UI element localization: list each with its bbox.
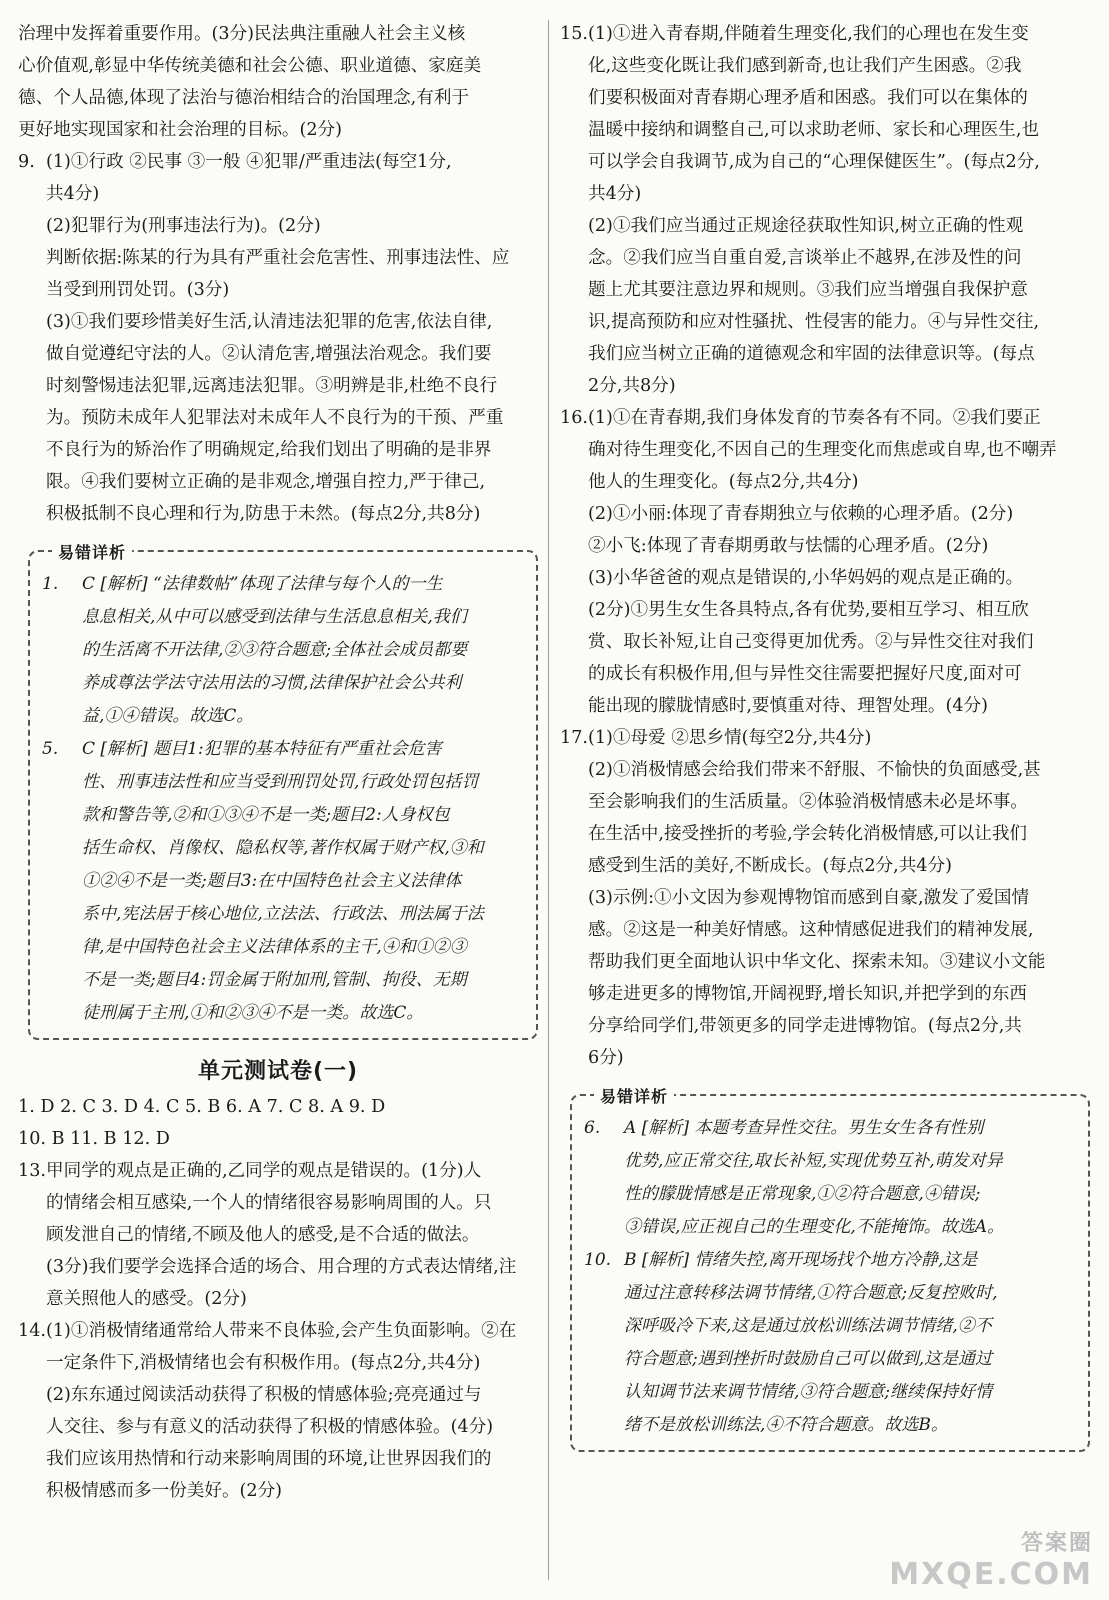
question-15 [560,18,1090,402]
text-line: 绪不是放松训练法,④不符合题意。故选B。 [624,1415,948,1435]
text-line: 性、刑事违法性和应当受到刑罚处罚,行政处罚包括罚 [82,772,479,792]
question-16 [560,402,1090,722]
text-line: 款和警告等,②和①③④不是一类;题目2:人身权包 [82,805,450,825]
text-line: (2)①小丽:体现了青春期独立与依赖的心理矛盾。(2分) [588,504,1014,524]
text-line: 可以学会自我调节,成为自己的“心理保健医生”。(每点2分, [588,152,1040,172]
text-line: 通过注意转移法调节情绪,①符合题意;反复控败时, [624,1283,998,1303]
text-line: 认知调节法来调节情绪,③符合题意;继续保持好情 [624,1382,993,1402]
text-line: (2)①我们应当通过正规途径获取性知识,树立正确的性观 [588,216,1024,236]
text-line: 共4分) [588,184,642,204]
text-line: 2分,共8分) [588,376,676,396]
text-line: (1)①行政 ②民事 ③一般 ④犯罪/严重违法(每空1分, [46,152,452,172]
box-title: 易错详析 [594,1084,674,1107]
text-line: (2)犯罪行为(刑事违法行为)。(2分) [46,216,321,236]
question-body [46,1155,538,1315]
text-line: 律,是中国特色社会主义法律体系的主干,④和①②③ [82,937,467,957]
left-column [18,18,538,1507]
text-line: 性的朦胧情感是正常现象,①②符合题意,④错误; [624,1184,981,1204]
error-analysis-box [570,1087,1090,1452]
box-items [42,568,524,1030]
text-line: 不良行为的矫治作了明确规定,给我们划出了明确的是非界 [46,440,492,460]
text-line: C [解析] “法律数帖”体现了法律与每个人的一生 [82,574,443,594]
text-line: (1)①在青春期,我们身体发育的节奏各有不同。②我们要正 [588,408,1041,428]
text-line: 甲同学的观点是正确的,乙同学的观点是错误的。(1分)人 [46,1161,482,1181]
text-line: 题上尤其要注意边界和规则。③我们应当增强自我保护意 [588,280,1028,300]
text-line: 念。②我们应当自重自爱,言谈举止不越界,在涉及性的问 [588,248,1022,268]
question-number: 13. [18,1161,46,1181]
watermark [889,1526,1093,1592]
item-body [624,1112,1076,1244]
analysis-item [42,733,524,1030]
text-line: ①②④不是一类;题目3:在中国特色社会主义法律体 [82,871,462,891]
text-line: 我们应该用热情和行动来影响周围的环境,让世界因我们的 [46,1449,492,1469]
item-body [624,1244,1076,1442]
text-line: 治理中发挥着重要作用。(3分)民法典注重融人社会主义核 [18,24,466,44]
item-number: 10. [584,1250,612,1270]
text-line: 系中,宪法居于核心地位,立法法、行政法、刑法属于法 [82,904,484,924]
text-line: (2分)①男生女生各具特点,各有优势,要相互学习、相互欣 [588,600,1029,620]
answer-key [18,1091,538,1155]
text-line: 感。②这是一种美好情感。这种情感促进我们的精神发展, [588,920,1034,940]
text-line: 判断依据:陈某的行为具有严重社会危害性、刑事违法性、应 [46,248,510,268]
text-line: 们要积极面对青春期心理矛盾和困惑。我们可以在集体的 [588,88,1028,108]
question-body [588,18,1090,402]
text-line: 养成尊法学法守法用法的习惯,法律保护社会公共利 [82,673,462,693]
watermark-logo: 答案圈 [1020,1531,1093,1556]
text-line: 赏、取长补短,让自己变得更加优秀。②与异性交往对我们 [588,632,1034,652]
text-line: 能出现的朦胧情感时,要慎重对待、理智处理。(4分) [588,696,988,716]
text-line: (3)示例:①小文因为参观博物馆而感到自豪,激发了爱国情 [588,888,1030,908]
text-line: A [解析] 本题考查异性交往。男生女生各有性别 [624,1118,984,1138]
text-line: 我们应当树立正确的道德观念和牢固的法律意识等。(每点 [588,344,1035,364]
question-number: 17. [560,728,588,748]
question-9 [18,146,538,530]
text-line: 至会影响我们的生活质量。②体验消极情感未必是坏事。 [588,792,1028,812]
text-line: 6分) [588,1048,624,1068]
text-line: (2)东东通过阅读活动获得了积极的情感体验;亮亮通过与 [46,1385,482,1405]
text-line: (1)①进入青春期,伴随着生理变化,我们的心理也在发生变 [588,24,1029,44]
text-line: 息息相关,从中可以感受到法律与生活息息相关,我们 [82,607,467,627]
text-line: 更好地实现国家和社会治理的目标。(2分) [18,120,343,140]
question-body [46,1315,538,1507]
column-divider [548,20,549,1580]
error-analysis-box [28,543,538,1040]
question-body [588,722,1090,1074]
question-body [46,146,538,530]
analysis-item [42,568,524,733]
text-line: 识,提高预防和应对性骚扰、性侵害的能力。④与异性交往, [588,312,1040,332]
text-line: 括生命权、肖像权、隐私权等,著作权属于财产权,③和 [82,838,484,858]
question-17 [560,722,1090,1074]
text-line: 1. D 2. C 3. D 4. C 5. B 6. A 7. C 8. A 9. D [18,1097,386,1117]
text-line: B [解析] 情绪失控,离开现场找个地方冷静,这是 [624,1250,978,1270]
text-line: 在生活中,接受挫折的考验,学会转化消极情感,可以让我们 [588,824,1028,844]
box-items [584,1112,1076,1442]
text-line: (3分)我们要学会选择合适的场合、用合理的方式表达情绪,注 [46,1257,517,1277]
text-line: ②小飞:体现了青春期勇敢与怯懦的心理矛盾。(2分) [588,536,989,556]
question-number: 14. [18,1321,46,1341]
watermark-url: MXQE.COM [889,1557,1093,1592]
question-14 [18,1315,538,1507]
question-13 [18,1155,538,1315]
text-line: 的生活离不开法律,②③符合题意;全体社会成员都要 [82,640,468,660]
text-line: 的成长有积极作用,但与异性交往需要把握好尺度,面对可 [588,664,1022,684]
item-number: 5. [42,739,59,759]
text-line: 当受到刑罚处罚。(3分) [46,280,230,300]
text-line: 人交往、参与有意义的活动获得了积极的情感体验。(4分) [46,1417,494,1437]
text-line: 帮助我们更全面地认识中华文化、探索未知。③建议小文能 [588,952,1046,972]
text-line: 确对待生理变化,不因自己的生理变化而焦虑或自卑,也不嘲弄 [588,440,1057,460]
text-line: 意关照他人的感受。(2分) [46,1289,247,1309]
text-line: 积极抵制不良心理和行为,防患于未然。(每点2分,共8分) [46,504,481,524]
text-line: 优势,应正常交往,取长补短,实现优势互补,萌发对异 [624,1151,1003,1171]
question-number: 15. [560,24,588,44]
text-line: 不是一类;题目4:罚金属于附加刑,管制、拘役、无期 [82,970,467,990]
text-line: 积极情感而多一份美好。(2分) [46,1481,283,1501]
text-line: 顾发泄自己的情绪,不顾及他人的感受,是不合适的做法。 [46,1225,480,1245]
text-line: 深呼吸冷下来,这是通过放松训练法调节情绪,②不 [624,1316,992,1336]
text-line: 做自觉遵纪守法的人。②认清危害,增强法治观念。我们要 [46,344,492,364]
text-line: (3)小华爸爸的观点是错误的,小华妈妈的观点是正确的。 [588,568,1024,588]
box-title: 易错详析 [52,540,132,563]
text-line: 心价值观,彰显中华传统美德和社会公德、职业道德、家庭美 [18,56,482,76]
question-body [588,402,1090,722]
text-line: 益,①④错误。故选C。 [82,706,254,726]
text-line: 感受到生活的美好,不断成长。(每点2分,共4分) [588,856,952,876]
item-body [82,733,524,1030]
analysis-item [584,1244,1076,1442]
question-number: 9. [18,152,35,172]
text-line: C [解析] 题目1:犯罪的基本特征有严重社会危害 [82,739,442,759]
right-column [560,18,1090,1466]
item-body [82,568,524,733]
text-line: 够走进更多的博物馆,开阔视野,增长知识,并把学到的东西 [588,984,1028,1004]
section-title: 单元测试卷(一) [197,1059,359,1084]
item-number: 1. [42,574,59,594]
text-line: 为。预防未成年人犯罪法对未成年人不良行为的干预、严重 [46,408,504,428]
text-line: 德、个人品德,体现了法治与德治相结合的治国理念,有利于 [18,88,470,108]
text-line: 化,这些变化既让我们感到新奇,也让我们产生困惑。②我 [588,56,1022,76]
question-number: 16. [560,408,588,428]
text-line: 他人的生理变化。(每点2分,共4分) [588,472,859,492]
text-line: 10. B 11. B 12. D [18,1129,170,1149]
text-line: 一定条件下,消极情绪也会有积极作用。(每点2分,共4分) [46,1353,481,1373]
text-line: (1)①消极情绪通常给人带来不良体验,会产生负面影响。②在 [46,1321,517,1341]
text-line: 的情绪会相互感染,一个人的情绪很容易影响周围的人。只 [46,1193,492,1213]
p1 [18,18,538,146]
text-line: 符合题意;遇到挫折时鼓励自己可以做到,这是通过 [624,1349,993,1369]
text-line: (2)①消极情感会给我们带来不舒服、不愉快的负面感受,甚 [588,760,1041,780]
analysis-item [584,1112,1076,1244]
text-line: ③错误,应正视自己的生理变化,不能掩饰。故选A。 [624,1217,1005,1237]
text-line: 分享给同学们,带领更多的同学走进博物馆。(每点2分,共 [588,1016,1022,1036]
text-line: 温暖中接纳和调整自己,可以求助老师、家长和心理医生,也 [588,120,1040,140]
item-number: 6. [584,1118,601,1138]
text-line: 时刻警惕违法犯罪,远离违法犯罪。③明辨是非,杜绝不良行 [46,376,498,396]
text-line: (3)①我们要珍惜美好生活,认清违法犯罪的危害,依法自律, [46,312,493,332]
text-line: (1)①母爱 ②思乡情(每空2分,共4分) [588,728,872,748]
text-line: 限。④我们要树立正确的是非观念,增强自控力,严于律己, [46,472,486,492]
text-line: 共4分) [46,184,100,204]
text-line: 徒刑属于主刑,①和②③④不是一类。故选C。 [82,1003,424,1023]
